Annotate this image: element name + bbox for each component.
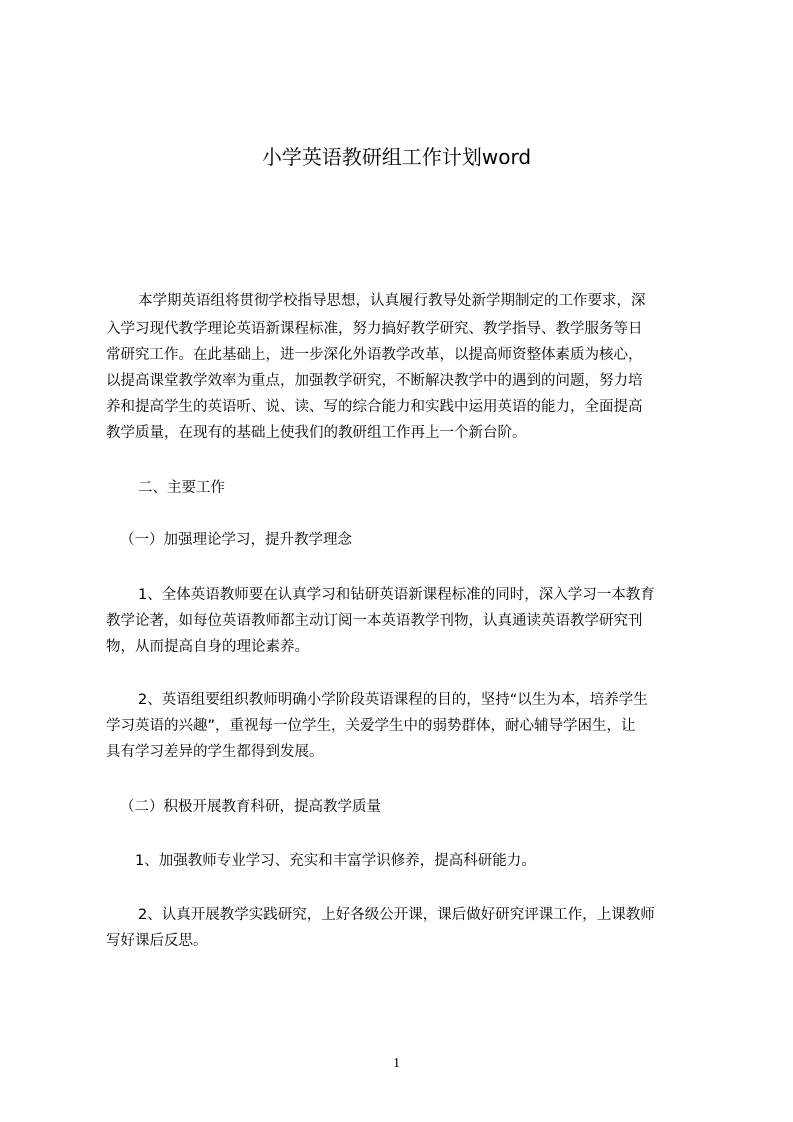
intro-line: 养和提高学生的英语听、说、读、写的综合能力和实践中运用英语的能力，全面提高 xyxy=(106,399,643,415)
section-heading: 二、主要工作 xyxy=(138,480,225,496)
intro-line: 本学期英语组将贯彻学校指导思想，认真履行教导处新学期制定的工作要求，深 xyxy=(138,293,646,309)
subsection-heading: （一）加强理论学习，提升教学理念 xyxy=(120,532,352,548)
intro-line: 入学习现代教学理论英语新课程标准，努力搞好教学研究、教学指导、教学服务等日 xyxy=(106,321,643,337)
paragraph-line: 教学论著，如每位英语教师都主动订阅一本英语教学刊物，认真通读英语教学研究刊 xyxy=(106,613,643,629)
paragraph-line: 1、全体英语教师要在认真学习和钻研英语新课程标准的同时，深入学习一本教育 xyxy=(138,587,655,603)
paragraph-line: 写好课后反思。 xyxy=(106,933,208,949)
intro-line: 教学质量，在现有的基础上使我们的教研组工作再上一个新台阶。 xyxy=(106,425,527,441)
subsection-heading: （二）积极开展教育科研，提高教学质量 xyxy=(120,799,381,815)
paragraph-line: 学习英语的兴趣”，重视每一位学生，关爱学生中的弱势群体，耐心辅导学困生，让 xyxy=(106,718,636,734)
paragraph-line: 2、认真开展教学实践研究，上好各级公开课，课后做好研究评课工作，上课教师 xyxy=(138,907,655,923)
intro-line: 以提高课堂教学效率为重点，加强教学研究，不断解决教学中的遇到的问题，努力培 xyxy=(106,373,643,389)
intro-line: 常研究工作。在此基础上，进一步深化外语教学改革，以提高师资整体素质为核心， xyxy=(106,347,643,363)
paragraph-line: 1、加强教师专业学习、充实和丰富学识修养，提高科研能力。 xyxy=(135,853,536,869)
paragraph-line: 物，从而提高自身的理论素养。 xyxy=(106,639,309,655)
paragraph-line: 具有学习差异的学生都得到发展。 xyxy=(106,744,324,760)
document-title: 小学英语教研组工作计划word xyxy=(261,145,532,169)
page-number: 1 xyxy=(393,1056,400,1071)
paragraph-line: 2、英语组要组织教师明确小学阶段英语课程的目的，坚持“以生为本，培养学生 xyxy=(138,692,648,708)
